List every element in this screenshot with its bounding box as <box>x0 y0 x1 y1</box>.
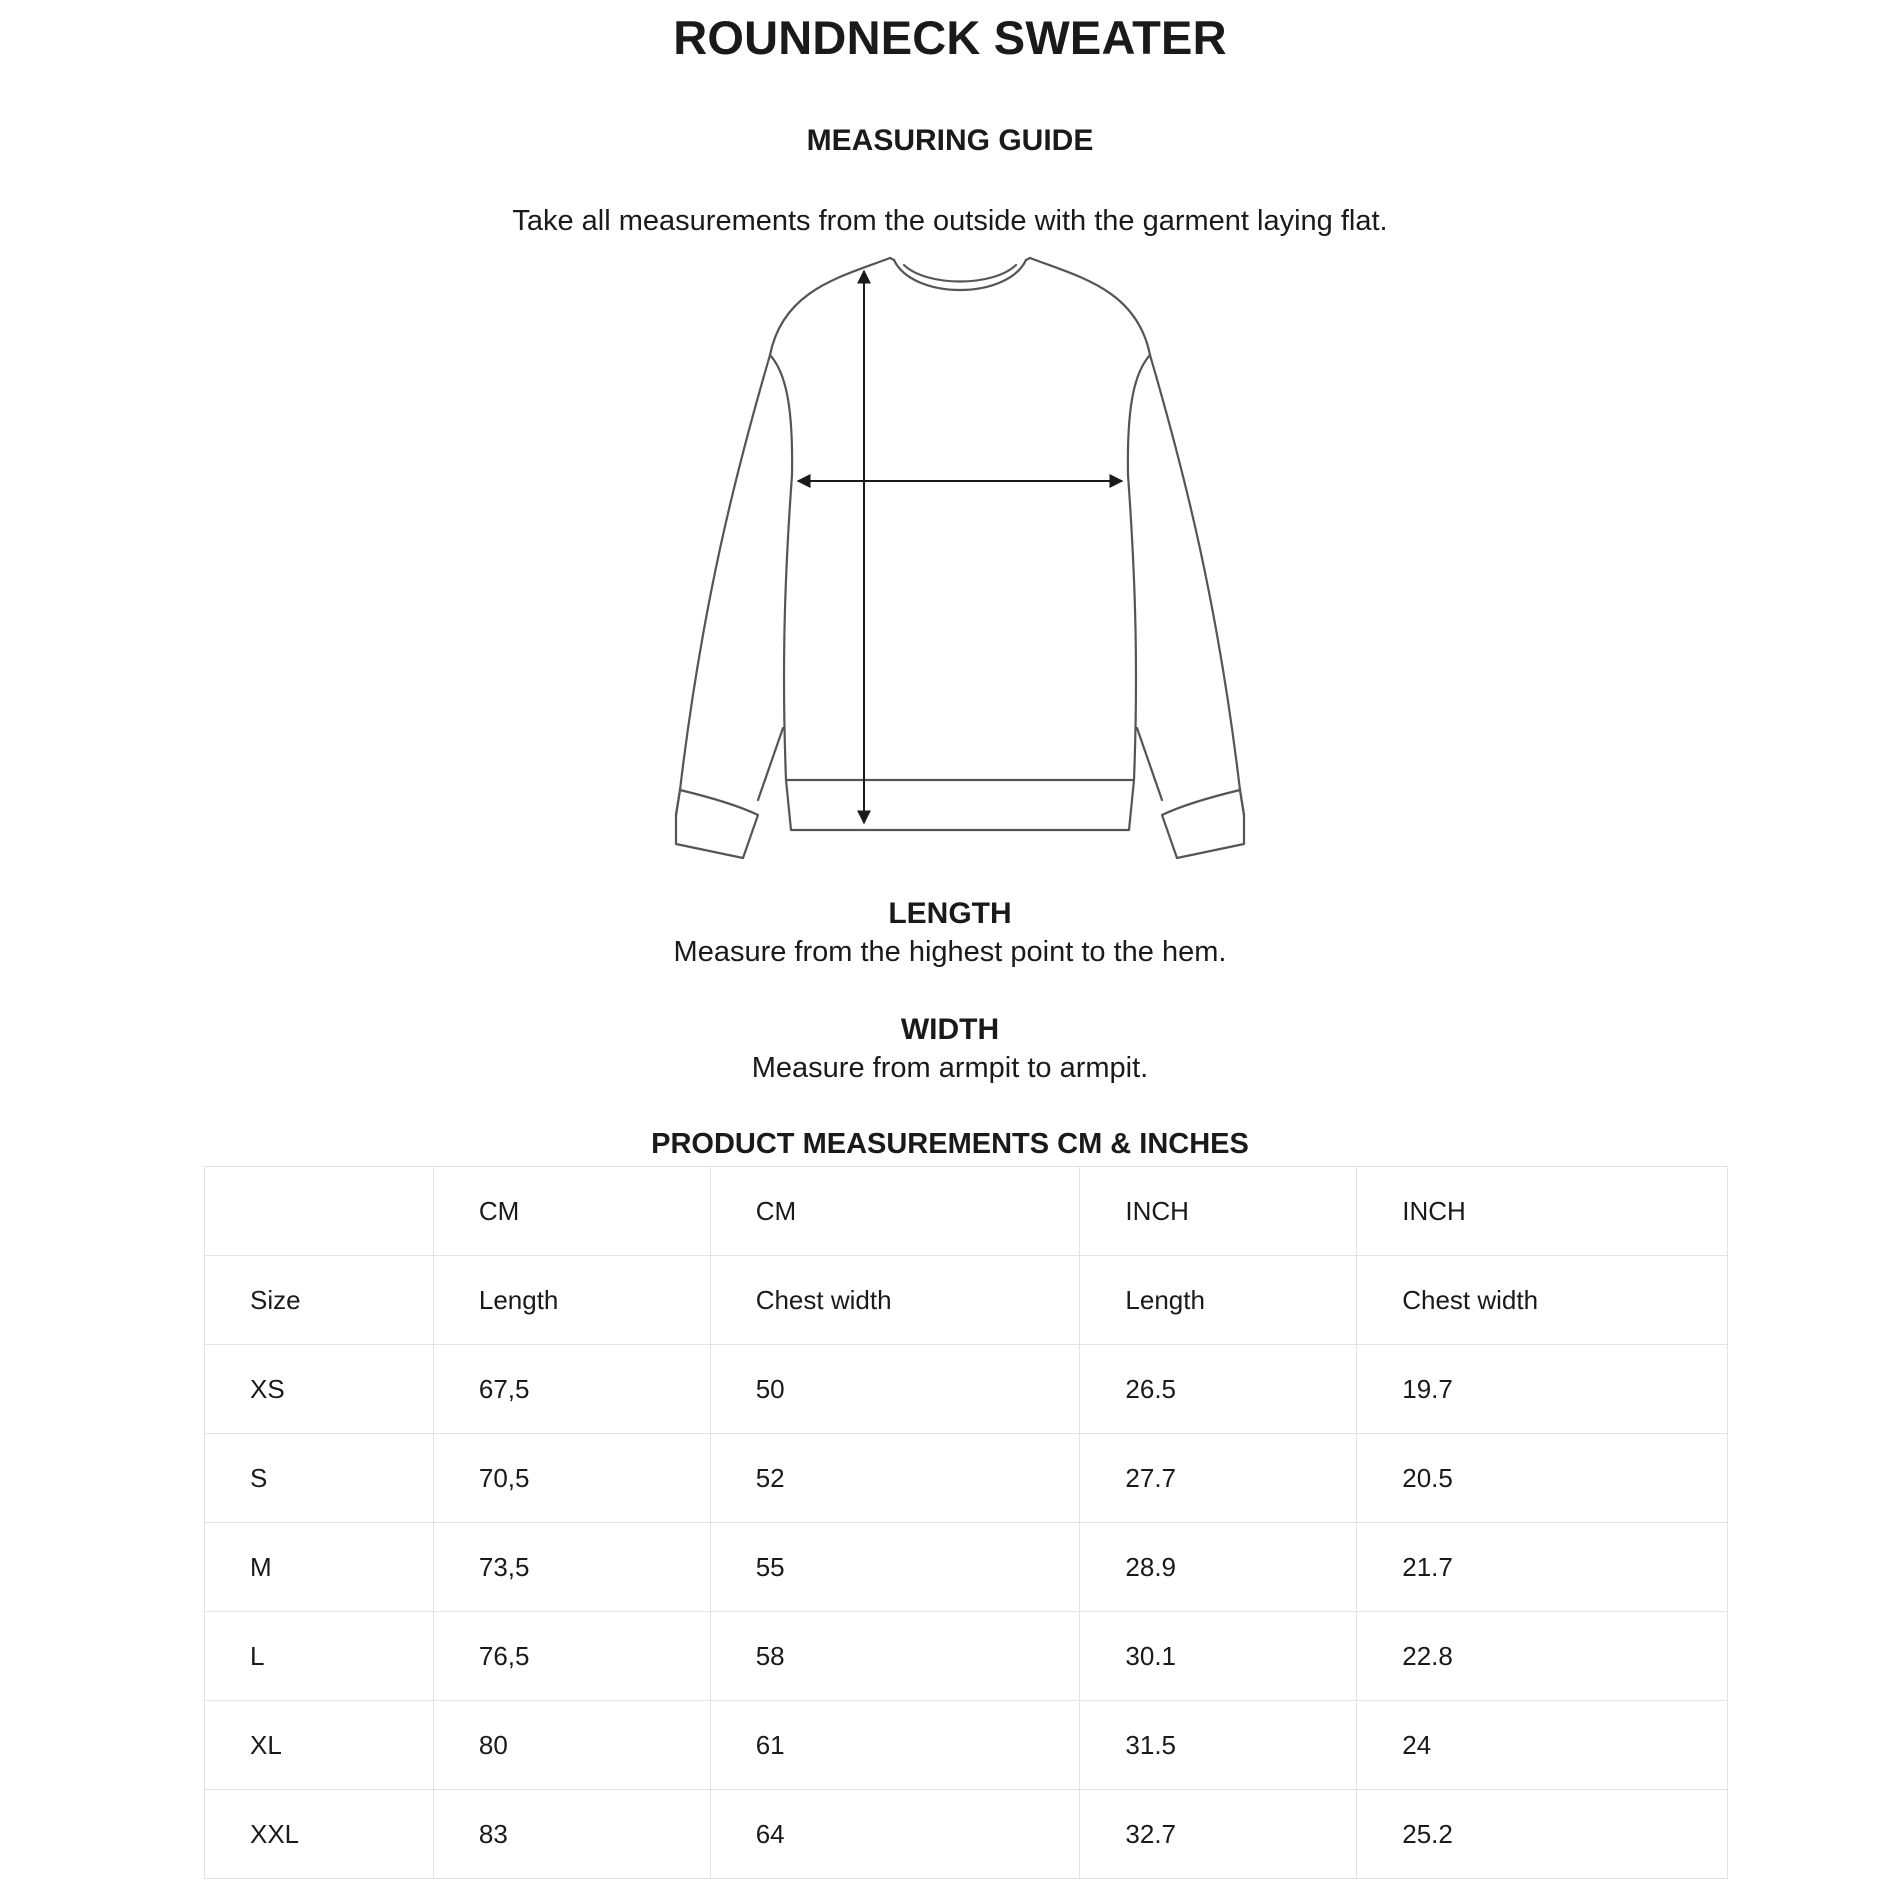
table-cell: 55 <box>710 1523 1080 1612</box>
sweater-sleeve-left-outer <box>680 355 770 790</box>
sweater-body-left <box>784 475 792 780</box>
table-row <box>205 1612 1728 1701</box>
table-row <box>205 1345 1728 1434</box>
sweater-hem <box>786 780 1134 830</box>
table-cell: 50 <box>710 1345 1080 1434</box>
table-cell: 25.2 <box>1357 1790 1728 1879</box>
measuring-guide-heading: MEASURING GUIDE <box>806 124 1094 157</box>
table-cell: Chest width <box>710 1256 1080 1345</box>
sweater-cuff-right <box>1162 790 1244 858</box>
table-row <box>205 1523 1728 1612</box>
width-heading: WIDTH <box>900 1013 1000 1046</box>
table-cell: 21.7 <box>1357 1523 1728 1612</box>
sweater-sleeve-right-outer <box>1150 355 1240 790</box>
table-cell <box>205 1167 434 1256</box>
table-cell: CM <box>710 1167 1080 1256</box>
table-row <box>205 1701 1728 1790</box>
table-cell: INCH <box>1080 1167 1357 1256</box>
table-cell: 73,5 <box>433 1523 710 1612</box>
length-description: Measure from the highest point to the hem. <box>673 936 1227 968</box>
table-cell: 28.9 <box>1080 1523 1357 1612</box>
table-cell: 52 <box>710 1434 1080 1523</box>
table-row <box>205 1790 1728 1879</box>
table-cell: CM <box>433 1167 710 1256</box>
sweater-neckline-outer <box>894 260 1026 290</box>
table-cell: L <box>205 1612 434 1701</box>
table-cell: 76,5 <box>433 1612 710 1701</box>
width-section <box>0 1011 1900 1087</box>
page-title: ROUNDNECK SWEATER <box>673 11 1227 64</box>
table-header-row <box>205 1256 1728 1345</box>
table-cell: 22.8 <box>1357 1612 1728 1701</box>
measurements-table-title: PRODUCT MEASUREMENTS CM & INCHES <box>651 1128 1249 1160</box>
table-cell: XXL <box>205 1790 434 1879</box>
sweater-body-right <box>1128 475 1136 780</box>
table-cell: 70,5 <box>433 1434 710 1523</box>
sweater-neckline-inner <box>904 265 1016 282</box>
table-cell: 80 <box>433 1701 710 1790</box>
sweater-cuff-left <box>676 790 758 858</box>
measuring-guide-intro: Take all measurements from the outside with the garment laying flat. <box>512 205 1388 237</box>
table-cell: 24 <box>1357 1701 1728 1790</box>
sweater-diagram <box>640 255 1280 870</box>
table-cell: 26.5 <box>1080 1345 1357 1434</box>
sweater-armhole-right <box>1128 355 1150 475</box>
table-cell: S <box>205 1434 434 1523</box>
measurements-table <box>204 1166 1728 1879</box>
table-cell: Length <box>1080 1256 1357 1345</box>
table-cell: 20.5 <box>1357 1434 1728 1523</box>
table-cell: Length <box>433 1256 710 1345</box>
table-cell: 31.5 <box>1080 1701 1357 1790</box>
sweater-shoulder-left <box>770 258 890 355</box>
table-cell: 67,5 <box>433 1345 710 1434</box>
table-cell: INCH <box>1357 1167 1728 1256</box>
table-cell: 58 <box>710 1612 1080 1701</box>
table-cell: 30.1 <box>1080 1612 1357 1701</box>
table-cell: M <box>205 1523 434 1612</box>
table-unit-row <box>205 1167 1728 1256</box>
table-cell: 32.7 <box>1080 1790 1357 1879</box>
table-cell: XL <box>205 1701 434 1790</box>
table-cell: 64 <box>710 1790 1080 1879</box>
length-section <box>0 895 1900 971</box>
length-heading: LENGTH <box>888 897 1012 930</box>
width-description: Measure from armpit to armpit. <box>751 1052 1149 1084</box>
table-cell: 61 <box>710 1701 1080 1790</box>
table-row <box>205 1434 1728 1523</box>
sweater-shoulder-right <box>1030 258 1150 355</box>
table-cell: 27.7 <box>1080 1434 1357 1523</box>
table-cell: XS <box>205 1345 434 1434</box>
sweater-illustration <box>640 255 1280 870</box>
table-cell: 19.7 <box>1357 1345 1728 1434</box>
table-cell: Chest width <box>1357 1256 1728 1345</box>
table-cell: Size <box>205 1256 434 1345</box>
table-cell: 83 <box>433 1790 710 1879</box>
sweater-armhole-left <box>770 355 792 475</box>
